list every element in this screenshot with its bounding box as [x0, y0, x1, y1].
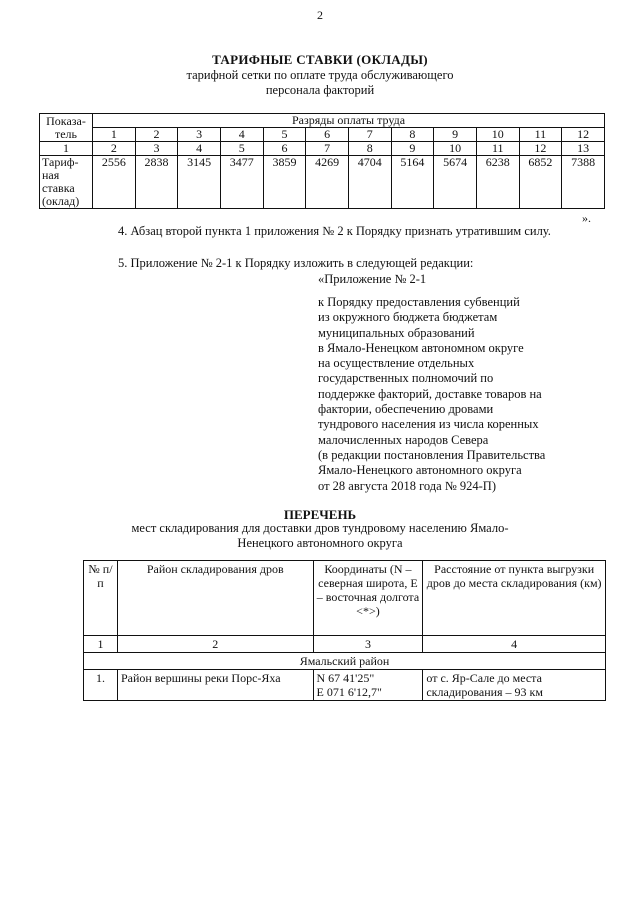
column-number: 4 — [178, 142, 221, 156]
column-number: 2 — [117, 636, 313, 653]
grade-number: 8 — [391, 128, 434, 142]
list-subtitle — [80, 521, 560, 551]
row-distance: от с. Яр-Сале до места складирования – 93 км — [423, 670, 606, 701]
appendix-address — [318, 295, 608, 494]
indicator-header-line1: Показа- — [46, 113, 86, 128]
storage-table — [83, 560, 606, 701]
column-number: 2 — [93, 142, 136, 156]
page-number: 2 — [317, 8, 323, 22]
column-number: 12 — [519, 142, 562, 156]
grades-header: Разряды оплаты труда — [93, 114, 605, 128]
paragraph-5: 5. Приложение № 2-1 к Порядку изложить в следующей редакции: — [118, 256, 474, 270]
address-line: государственных полномочий по — [318, 371, 494, 386]
column-number: 4 — [423, 636, 606, 653]
grade-number: 12 — [562, 128, 605, 142]
address-line: малочисленных народов Севера — [318, 432, 489, 447]
row-num: 1. — [84, 670, 118, 701]
table-row — [40, 128, 605, 142]
column-number: 3 — [313, 636, 423, 653]
list-title: ПЕРЕЧЕНЬ — [283, 507, 357, 522]
address-line: (в редакции постановления Правительства — [318, 447, 546, 462]
list-subtitle-line2: Ненецкого автономного округа — [237, 536, 403, 550]
rate-value: 4704 — [348, 156, 391, 209]
paragraph-4: 4. Абзац второй пункта 1 приложения № 2 к Порядку признать утратившим силу. — [118, 224, 551, 238]
rate-value: 7388 — [562, 156, 605, 209]
grade-number: 11 — [519, 128, 562, 142]
rate-label-line: ная — [42, 168, 60, 182]
column-number: 13 — [562, 142, 605, 156]
address-line: тундрового населения из числа коренных — [318, 417, 539, 432]
column-number: 6 — [263, 142, 306, 156]
column-number: 1 — [40, 142, 93, 156]
rate-value: 2556 — [93, 156, 136, 209]
column-number: 9 — [391, 142, 434, 156]
grade-number: 4 — [220, 128, 263, 142]
rate-value: 6852 — [519, 156, 562, 209]
grade-number: 6 — [306, 128, 349, 142]
address-line: на осуществление отдельных — [318, 356, 475, 371]
header-distance: Расстояние от пункта выгрузки дров до места складирования (км) — [423, 561, 606, 636]
tariff-title: ТАРИФНЫЕ СТАВКИ (ОКЛАДЫ) — [212, 52, 428, 67]
address-line: фактории, обеспечению дровами — [318, 402, 494, 417]
table-row — [40, 114, 605, 128]
rate-value: 2838 — [135, 156, 178, 209]
tariff-subtitle-line2: персонала факторий — [265, 83, 375, 97]
grade-number: 1 — [93, 128, 136, 142]
rate-label-line: Тариф- — [42, 155, 79, 169]
grade-number: 9 — [434, 128, 477, 142]
appendix-label: «Приложение № 2-1 — [318, 272, 427, 286]
rate-value: 5674 — [434, 156, 477, 209]
tariff-table — [39, 113, 605, 209]
indicator-header — [40, 114, 93, 142]
column-number: 5 — [220, 142, 263, 156]
column-number: 7 — [306, 142, 349, 156]
table-row — [84, 561, 606, 636]
grade-number: 3 — [178, 128, 221, 142]
column-number: 3 — [135, 142, 178, 156]
column-number: 1 — [84, 636, 118, 653]
address-line: к Порядку предоставления субвенций — [318, 295, 520, 309]
column-number: 10 — [434, 142, 477, 156]
rate-value: 4269 — [306, 156, 349, 209]
address-line: в Ямало-Ненецком автономном округе — [318, 340, 524, 355]
row-district: Район вершины реки Порс-Яха — [117, 670, 313, 701]
grade-number: 2 — [135, 128, 178, 142]
column-number: 8 — [348, 142, 391, 156]
rate-value: 3145 — [178, 156, 221, 209]
rate-value: 3477 — [220, 156, 263, 209]
table-row — [40, 142, 605, 156]
address-line: поддержке факторий, доставке товаров на — [318, 386, 542, 401]
rate-value: 3859 — [263, 156, 306, 209]
row-coords — [313, 670, 423, 701]
grade-number: 10 — [476, 128, 519, 142]
table-row — [84, 670, 606, 701]
rate-value: 5164 — [391, 156, 434, 209]
grade-number: 7 — [348, 128, 391, 142]
header-district: Район складирования дров — [117, 561, 313, 636]
indicator-header-line2: тель — [54, 126, 78, 141]
table-row — [40, 156, 605, 209]
quote-close: ». — [582, 211, 591, 225]
address-line: муниципальных образований — [318, 325, 475, 340]
table-row — [84, 653, 606, 670]
column-number: 11 — [476, 142, 519, 156]
address-line: из окружного бюджета бюджетам — [318, 310, 498, 325]
table-row — [84, 636, 606, 653]
header-coords: Координаты (N – северная широта, E – восточная долгота <*>) — [313, 561, 423, 636]
section-row: Ямальский район — [84, 653, 606, 670]
rate-label — [40, 156, 93, 209]
address-line: от 28 августа 2018 года № 924-П) — [318, 478, 496, 493]
rate-label-line: ставка — [42, 181, 75, 195]
coord-north: N 67 41'25" — [316, 671, 375, 685]
grade-number: 5 — [263, 128, 306, 142]
rate-label-line: (оклад) — [42, 194, 80, 208]
coord-east: E 071 6'12,7" — [316, 685, 382, 699]
tariff-subtitle — [0, 68, 640, 98]
list-subtitle-line1: мест складирования для доставки дров тундровому населению Ямало- — [131, 521, 509, 535]
address-line: Ямало-Ненецкого автономного округа — [318, 463, 522, 478]
rate-value: 6238 — [476, 156, 519, 209]
header-num: № п/п — [84, 561, 118, 636]
tariff-subtitle-line1: тарифной сетки по оплате труда обслуживающего — [186, 68, 454, 82]
